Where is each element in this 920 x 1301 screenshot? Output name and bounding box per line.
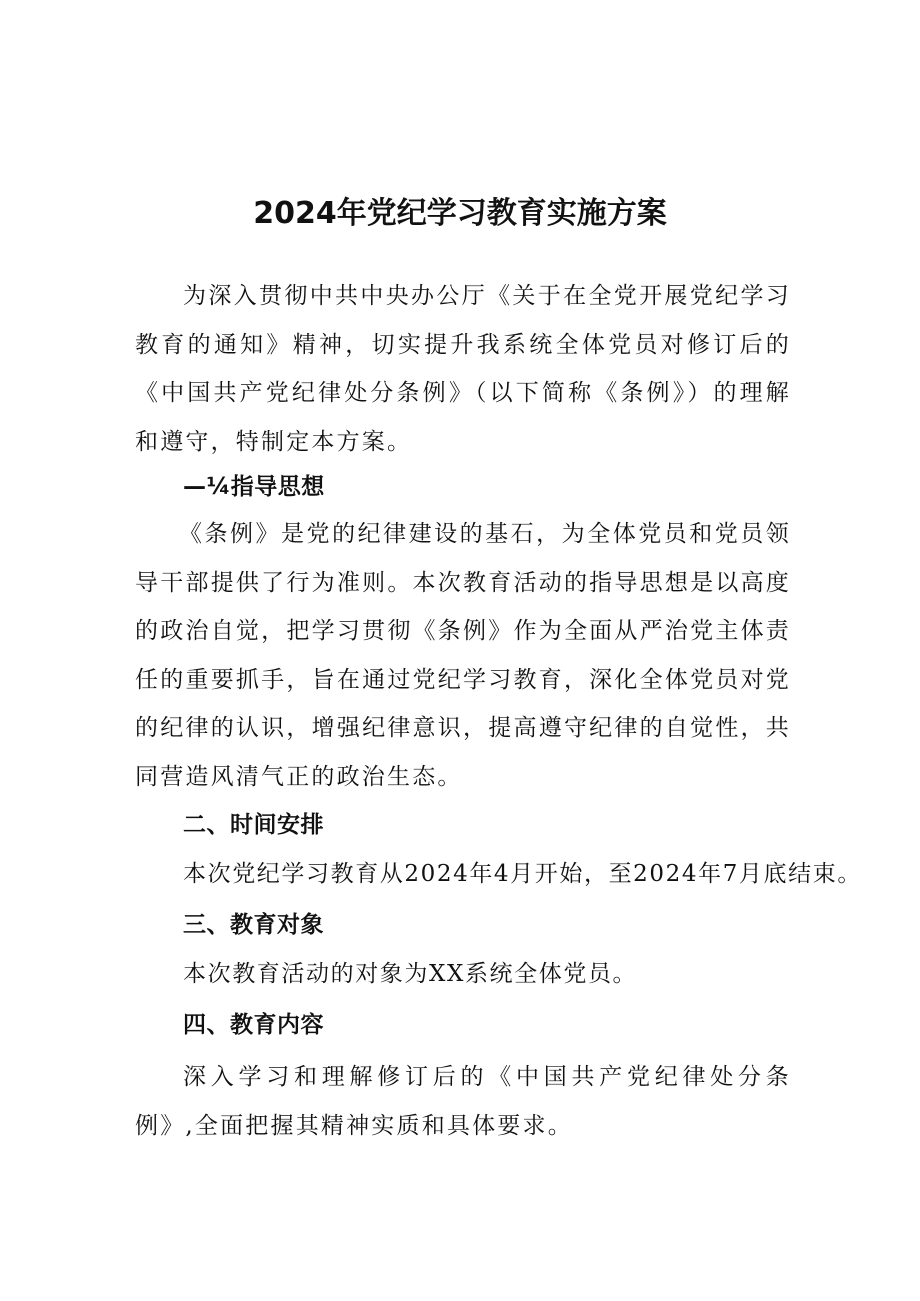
section-text-schedule: 本次党纪学习教育从2024年4月开始，至2024年7月底结束。 — [183, 861, 862, 887]
intro-paragraph: 为深入贯彻中共中央办公厅《关于在全党开展党纪学习教育的通知》精神，切实提升我系统全体党员对修订后的《中国共产党纪律处分条例》（以下简称《条例》）的理解和遵守，特制定本方案。 — [135, 283, 791, 455]
section-heading-target-audience: 三、教育对象 — [183, 912, 324, 938]
section-text-content: 深入学习和理解修订后的《中国共产党纪律处分条例》,全面把握其精神实质和具体要求。 — [135, 1064, 791, 1139]
section-text-guiding-ideology: 《条例》是党的纪律建设的基石，为全体党员和党员领导干部提供了行为准则。本次教育活动的指导思想是以高度的政治自觉，把学习贯彻《条例》作为全面从严治党主体责任的重要抓手，旨在通过党纪学习教育，深化全体党员对党的纪律的认识，增强纪律意识，提高遵守纪律的自觉性，共同营造风清气正的政治生态。 — [135, 521, 791, 790]
section-heading-content: 四、教育内容 — [183, 1012, 324, 1038]
section-heading-guiding-ideology: —¼指导思想 — [183, 474, 325, 500]
section-heading-schedule: 二、时间安排 — [183, 812, 324, 838]
document-title: 2024年党纪学习教育实施方案 — [253, 196, 667, 232]
section-text-target-audience: 本次教育活动的对象为XX系统全体党员。 — [183, 961, 638, 987]
